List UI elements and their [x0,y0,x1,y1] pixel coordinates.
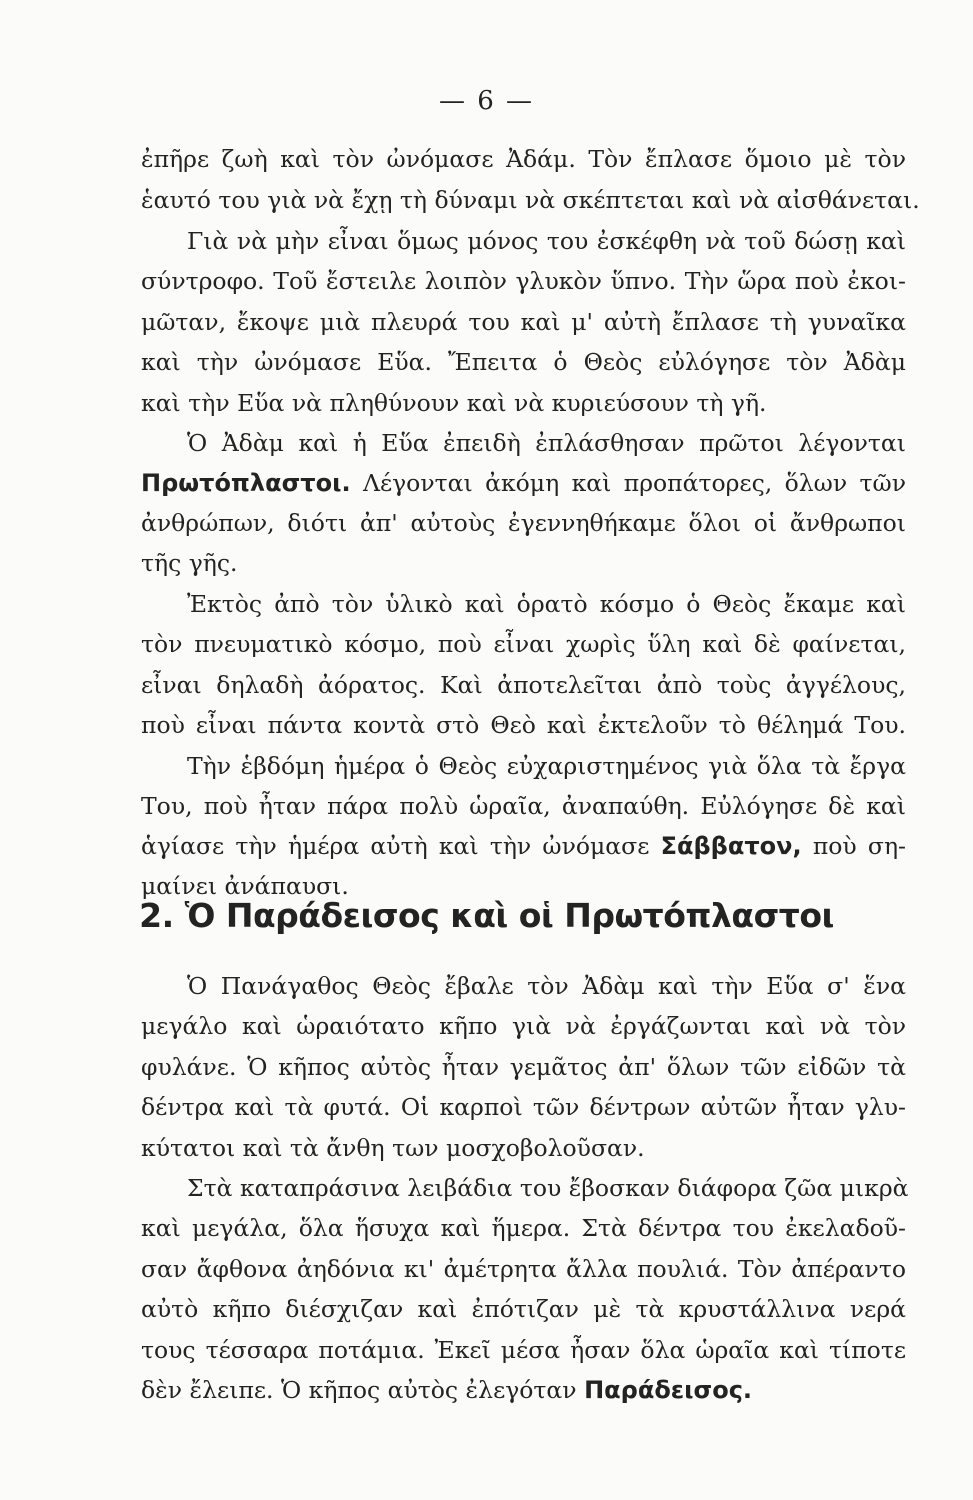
text-line: μῶταν, ἔκοψε μιὰ πλευρά του καὶ μ' αὐτὴ ἔπλασε τὴ γυναῖκα [141,308,906,336]
text-line: εἶναι δηλαδὴ ἀόρατος. Καὶ ἀποτελεῖται ἀπὸ τοὺς ἀγγέλους, [141,671,906,699]
text-line: Τὴν ἑβδόμη ἡμέρα ὁ Θεὸς εὐχαριστημένος γιὰ ὅλα τὰ ἔργα [187,752,906,780]
section-heading: 2. Ὁ Παράδεισος καὶ οἱ Πρωτόπλαστοι [139,896,834,935]
text-line-start: ἁγίασε τὴν ἡμέρα αὐτὴ καὶ τὴν ὠνόμασε [141,832,650,860]
text-line: τῆς γῆς. [141,549,238,577]
text-line: Του, ποὺ ἦταν πάρα πολὺ ὡραῖα, ἀναπαύθη. Εὐλόγησε δὲ καὶ [141,792,906,820]
text-line: μαίνει ἀνάπαυσι. [141,872,349,900]
page-number: — 6 — [438,86,535,116]
text-line: ἐπῆρε ζωὴ καὶ τὸν ὠνόμασε Ἀδάμ. Τὸν ἔπλασε ὅμοιο μὲ τὸν [141,145,906,173]
text-line: κύτατοι καὶ τὰ ἄνθη των μοσχοβολοῦσαν. [141,1134,645,1162]
text-line [141,1370,906,1410]
text-line: μεγάλο καὶ ὡραιότατο κῆπο γιὰ νὰ ἐργάζωνται καὶ νὰ τὸν [141,1012,906,1040]
bold-term-paradeisos: Παράδεισος. [584,1376,753,1404]
text-line: αὐτὸ κῆπο διέσχιζαν καὶ ἐπότιζαν μὲ τὰ κρυστάλλινα νερά [141,1295,906,1323]
text-line [141,826,906,866]
text-line-start: δὲν ἔλειπε. Ὁ κῆπος αὐτὸς ἐλεγόταν [141,1376,577,1404]
text-line: τους τέσσαρα ποτάμια. Ἐκεῖ μέσα ἦσαν ὅλα ὡραῖα καὶ τίποτε [141,1336,906,1364]
text-line: ἀνθρώπων, διότι ἀπ' αὐτοὺς ἐγεννηθήκαμε ὅλοι οἱ ἄνθρωποι [141,509,906,537]
text-line: Γιὰ νὰ μὴν εἶναι ὅμως μόνος του ἐσκέφθη νὰ τοῦ δώσῃ καὶ [187,227,906,255]
text-line-continuation: Λέγονται ἀκόμη καὶ προπάτορες, ὅλων τῶν [362,469,906,497]
text-line: δέντρα καὶ τὰ φυτά. Οἱ καρποὶ τῶν δέντρων αὐτῶν ἦταν γλυ- [141,1093,906,1121]
text-line: Ὁ Πανάγαθος Θεὸς ἔβαλε τὸν Ἀδὰμ καὶ τὴν Εὕα σ' ἕνα [187,972,906,1000]
text-line: φυλάνε. Ὁ κῆπος αὐτὸς ἦταν γεμᾶτος ἀπ' ὅλων τῶν εἰδῶν τὰ [141,1053,906,1081]
text-line-end: ποὺ ση- [812,832,906,860]
text-line [141,463,906,503]
text-line: σύντροφο. Τοῦ ἔστειλε λοιπὸν γλυκὸν ὕπνο. Τὴν ὥρα ποὺ ἐκοι- [141,267,906,295]
text-line: καὶ τὴν Εὕα νὰ πληθύνουν καὶ νὰ κυριεύσουν τὴ γῆ. [141,389,767,417]
text-line: σαν ἄφθονα ἀηδόνια κι' ἀμέτρητα ἄλλα πουλιά. Τὸν ἀπέραντο [141,1255,906,1283]
text-line: τὸν πνευματικὸ κόσμο, ποὺ εἶναι χωρὶς ὕλη καὶ δὲ φαίνεται, [141,630,906,658]
text-line: Ἐκτὸς ἀπὸ τὸν ὑλικὸ καὶ ὁρατὸ κόσμο ὁ Θεὸς ἔκαμε καὶ [187,590,906,618]
bold-term-protoplastoi: Πρωτόπλαστοι. [141,469,351,497]
text-line: καὶ μεγάλα, ὅλα ἥσυχα καὶ ἥμερα. Στὰ δέντρα του ἐκελαδοῦ- [141,1214,906,1242]
text-line: ποὺ εἶναι πάντα κοντὰ στὸ Θεὸ καὶ ἐκτελοῦν τὸ θέλημά Του. [141,711,906,739]
text-line: ἑαυτό του γιὰ νὰ ἔχῃ τὴ δύναμι νὰ σκέπτεται καὶ νὰ αἰσθάνεται. [141,186,920,214]
bold-term-sabbaton: Σάββατον, [660,832,802,860]
text-line: καὶ τὴν ὠνόμασε Εὕα. Ἔπειτα ὁ Θεὸς εὐλόγησε τὸν Ἀδὰμ [141,348,906,376]
text-line: Στὰ καταπράσινα λειβάδια του ἔβοσκαν διάφορα ζῶα μικρὰ [187,1174,909,1202]
text-line: Ὁ Ἀδὰμ καὶ ἡ Εὕα ἐπειδὴ ἐπλάσθησαν πρῶτοι λέγονται [187,429,906,457]
